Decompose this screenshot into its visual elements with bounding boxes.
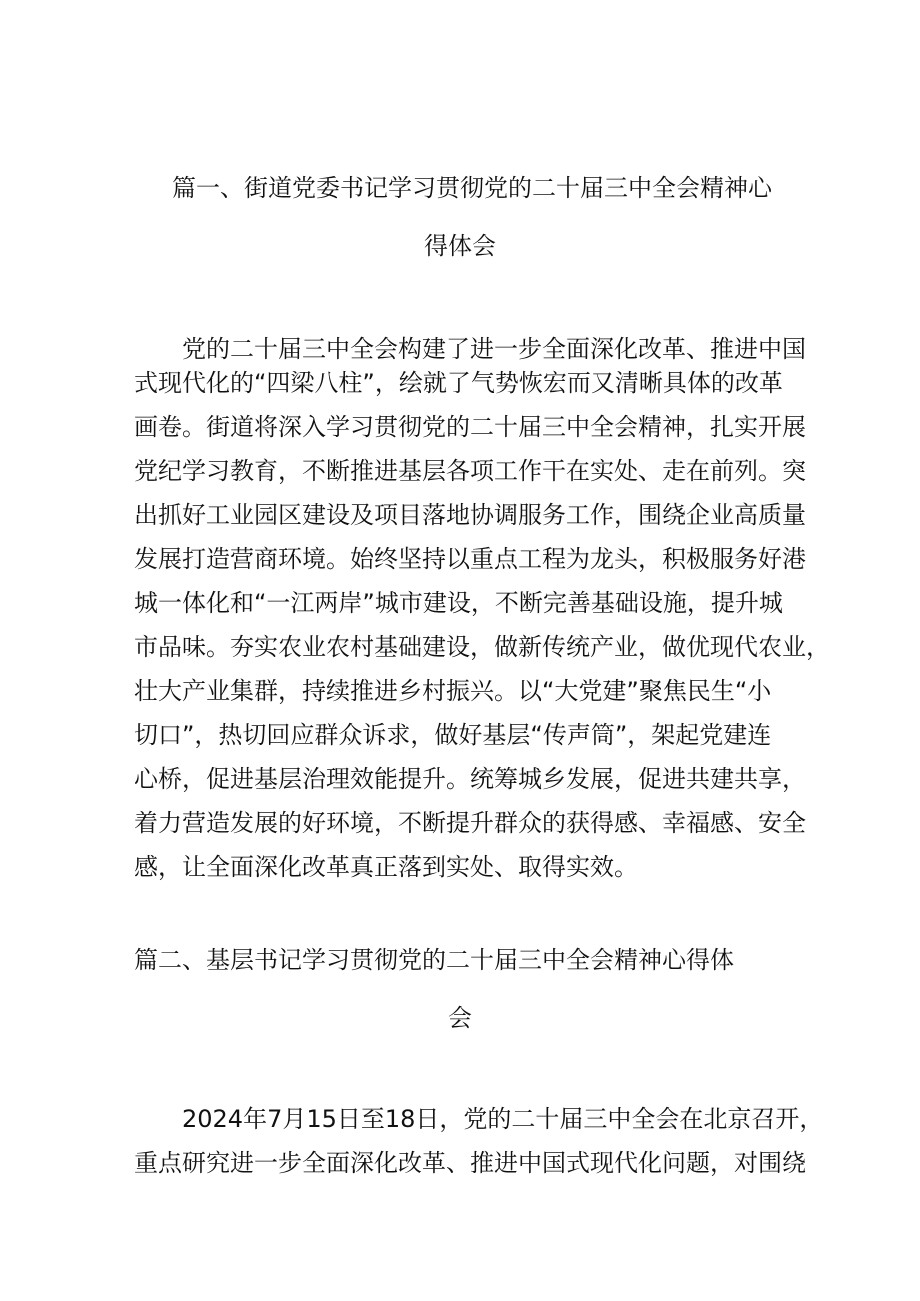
- section2-paragraph-line: 重点研究进一步全面深化改革、推进中国式现代化问题，对围绕: [134, 1149, 806, 1177]
- section1-paragraph-line: 感，让全面深化改革真正落到实处、取得实效。: [134, 853, 638, 881]
- section1-paragraph-line: 画卷。街道将深入学习贯彻党的二十届三中全会精神，扎实开展: [134, 413, 806, 441]
- section1-paragraph-line: 党纪学习教育，不断推进基层各项工作干在实处、走在前列。突: [134, 457, 806, 485]
- section1-paragraph-line: 出抓好工业园区建设及项目落地协调服务工作，围绕企业高质量: [134, 501, 806, 529]
- section1-paragraph-line: 壮大产业集群，持续推进乡村振兴。以“大党建”聚焦民生“小: [134, 677, 772, 705]
- section1-paragraph-line: 心桥，促进基层治理效能提升。统筹城乡发展，促进共建共享，: [134, 765, 806, 793]
- section2-title-line1: 篇二、基层书记学习贯彻党的二十届三中全会精神心得体: [134, 946, 734, 974]
- section1-paragraph-line: 着力营造发展的好环境，不断提升群众的获得感、幸福感、安全: [134, 809, 806, 837]
- section1-paragraph-line: 发展打造营商环境。始终坚持以重点工程为龙头，积极服务好港: [134, 545, 806, 573]
- section1-paragraph-line: 市品味。夯实农业农村基础建设，做新传统产业，做优现代农业，: [134, 633, 830, 661]
- section1-title-line2: 得体会: [424, 232, 496, 260]
- section2-paragraph-line: 2024年7月15日至18日，党的二十届三中全会在北京召开，: [182, 1105, 824, 1133]
- section2-title-line2: 会: [448, 1004, 472, 1032]
- section1-paragraph-line: 式现代化的“四梁八柱”，绘就了气势恢宏而又清晰具体的改革: [134, 369, 783, 397]
- section1-paragraph-line: 城一体化和“一江两岸”城市建设，不断完善基础设施，提升城: [134, 589, 783, 617]
- section1-title-line1: 篇一、街道党委书记学习贯彻党的二十届三中全会精神心: [172, 174, 772, 202]
- section1-paragraph-line: 党的二十届三中全会构建了进一步全面深化改革、推进中国: [182, 335, 806, 363]
- section1-paragraph-line: 切口”，热切回应群众诉求，做好基层“传声筒”，架起党建连: [134, 721, 772, 749]
